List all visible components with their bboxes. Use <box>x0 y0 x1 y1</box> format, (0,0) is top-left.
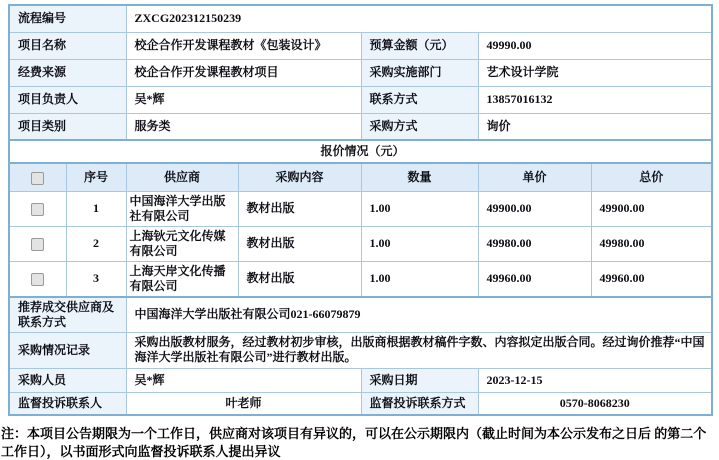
project-name-label: 项目名称 <box>9 32 126 59</box>
project-name-value: 校企合作开发课程教材《包装设计》 <box>126 32 361 59</box>
procurement-record-label: 采购情况记录 <box>9 332 126 368</box>
quote-content: 教材出版 <box>238 261 361 297</box>
recommended-supplier-label: 推荐成交供应商及联系方式 <box>9 297 126 333</box>
process-number-value: ZXCG202312150239 <box>126 5 712 32</box>
row-recommended-supplier <box>9 297 712 333</box>
purchasing-department-label: 采购实施部门 <box>361 59 478 86</box>
quote-content: 教材出版 <box>238 226 361 261</box>
quote-supplier: 上海天岸文化传播有限公司 <box>126 261 238 297</box>
row-checkbox[interactable] <box>31 203 44 216</box>
select-all-cell <box>9 163 66 191</box>
procurement-record-value: 采购出版教材服务，经过教材初步审核，出版商根据教材稿件字数、内容拟定出版合同。经过询价推荐“中国海洋大学出版社有限公司”进行教材出版。 <box>126 332 712 368</box>
supervisor-phone-value: 0570-8068230 <box>478 392 712 415</box>
row-buyer <box>9 368 712 392</box>
col-header-total: 总价 <box>591 163 712 191</box>
row-funding-source <box>9 59 712 86</box>
row-checkbox-cell <box>9 191 66 226</box>
col-header-unit-price: 单价 <box>478 163 591 191</box>
quote-row <box>9 191 712 226</box>
quote-no: 1 <box>66 191 126 226</box>
row-supervisor <box>9 392 712 415</box>
process-number-label: 流程编号 <box>9 5 126 32</box>
announcement-note: 注：本项目公告期限为一个工作日，供应商对该项目有异议的，可以在公示期限内（截止时间为本公示发布之日后 的第二个工作日），以书面形式向监督投诉联系人提出异议 <box>1 426 707 459</box>
quote-qty: 1.00 <box>361 191 478 226</box>
col-header-qty: 数量 <box>361 163 478 191</box>
budget-value: 49990.00 <box>478 32 712 59</box>
quote-unit-price: 49980.00 <box>478 226 591 261</box>
quote-supplier: 中国海洋大学出版社有限公司 <box>126 191 238 226</box>
row-project-name <box>9 32 712 59</box>
purchase-date-value: 2023-12-15 <box>478 368 712 392</box>
project-leader-label: 项目负责人 <box>9 86 126 113</box>
recommended-supplier-value: 中国海洋大学出版社有限公司021-66079879 <box>126 297 712 333</box>
project-category-label: 项目类别 <box>9 113 126 140</box>
col-header-no: 序号 <box>66 163 126 191</box>
quote-row <box>9 226 712 261</box>
quote-qty: 1.00 <box>361 226 478 261</box>
quote-total: 49900.00 <box>591 191 712 226</box>
quote-unit-price: 49960.00 <box>478 261 591 297</box>
funding-source-value: 校企合作开发课程教材项目 <box>126 59 361 86</box>
col-header-supplier: 供应商 <box>126 163 238 191</box>
row-checkbox-cell <box>9 226 66 261</box>
quote-content: 教材出版 <box>238 191 361 226</box>
funding-source-label: 经费来源 <box>9 59 126 86</box>
procurement-table <box>8 4 713 416</box>
row-project-leader <box>9 86 712 113</box>
purchase-date-label: 采购日期 <box>361 368 478 392</box>
row-quote-section-title <box>9 140 712 163</box>
row-checkbox[interactable] <box>31 238 44 251</box>
project-leader-value: 吴*辉 <box>126 86 361 113</box>
quote-no: 2 <box>66 226 126 261</box>
quote-section-title: 报价情况（元） <box>9 140 712 163</box>
supervisor-phone-label: 监督投诉联系方式 <box>361 392 478 415</box>
row-process-number <box>9 5 712 32</box>
buyer-value: 吴*辉 <box>126 368 361 392</box>
quote-no: 3 <box>66 261 126 297</box>
quote-row <box>9 261 712 297</box>
row-checkbox-cell <box>9 261 66 297</box>
row-checkbox[interactable] <box>31 273 44 286</box>
select-all-checkbox[interactable] <box>31 172 44 185</box>
col-header-content: 采购内容 <box>238 163 361 191</box>
quote-total: 49980.00 <box>591 226 712 261</box>
quote-unit-price: 49900.00 <box>478 191 591 226</box>
quote-supplier: 上海钬元文化传媒有限公司 <box>126 226 238 261</box>
quote-total: 49960.00 <box>591 261 712 297</box>
row-procurement-record <box>9 332 712 368</box>
row-project-category <box>9 113 712 140</box>
project-category-value: 服务类 <box>126 113 361 140</box>
supervisor-contact-value: 叶老师 <box>126 392 361 415</box>
contact-value: 13857016132 <box>478 86 712 113</box>
contact-label: 联系方式 <box>361 86 478 113</box>
procurement-method-value: 询价 <box>478 113 712 140</box>
procurement-method-label: 采购方式 <box>361 113 478 140</box>
budget-label: 预算金额（元） <box>361 32 478 59</box>
buyer-label: 采购人员 <box>9 368 126 392</box>
purchasing-department-value: 艺术设计学院 <box>478 59 712 86</box>
supervisor-contact-label: 监督投诉联系人 <box>9 392 126 415</box>
quote-qty: 1.00 <box>361 261 478 297</box>
quote-header-row <box>9 163 712 191</box>
